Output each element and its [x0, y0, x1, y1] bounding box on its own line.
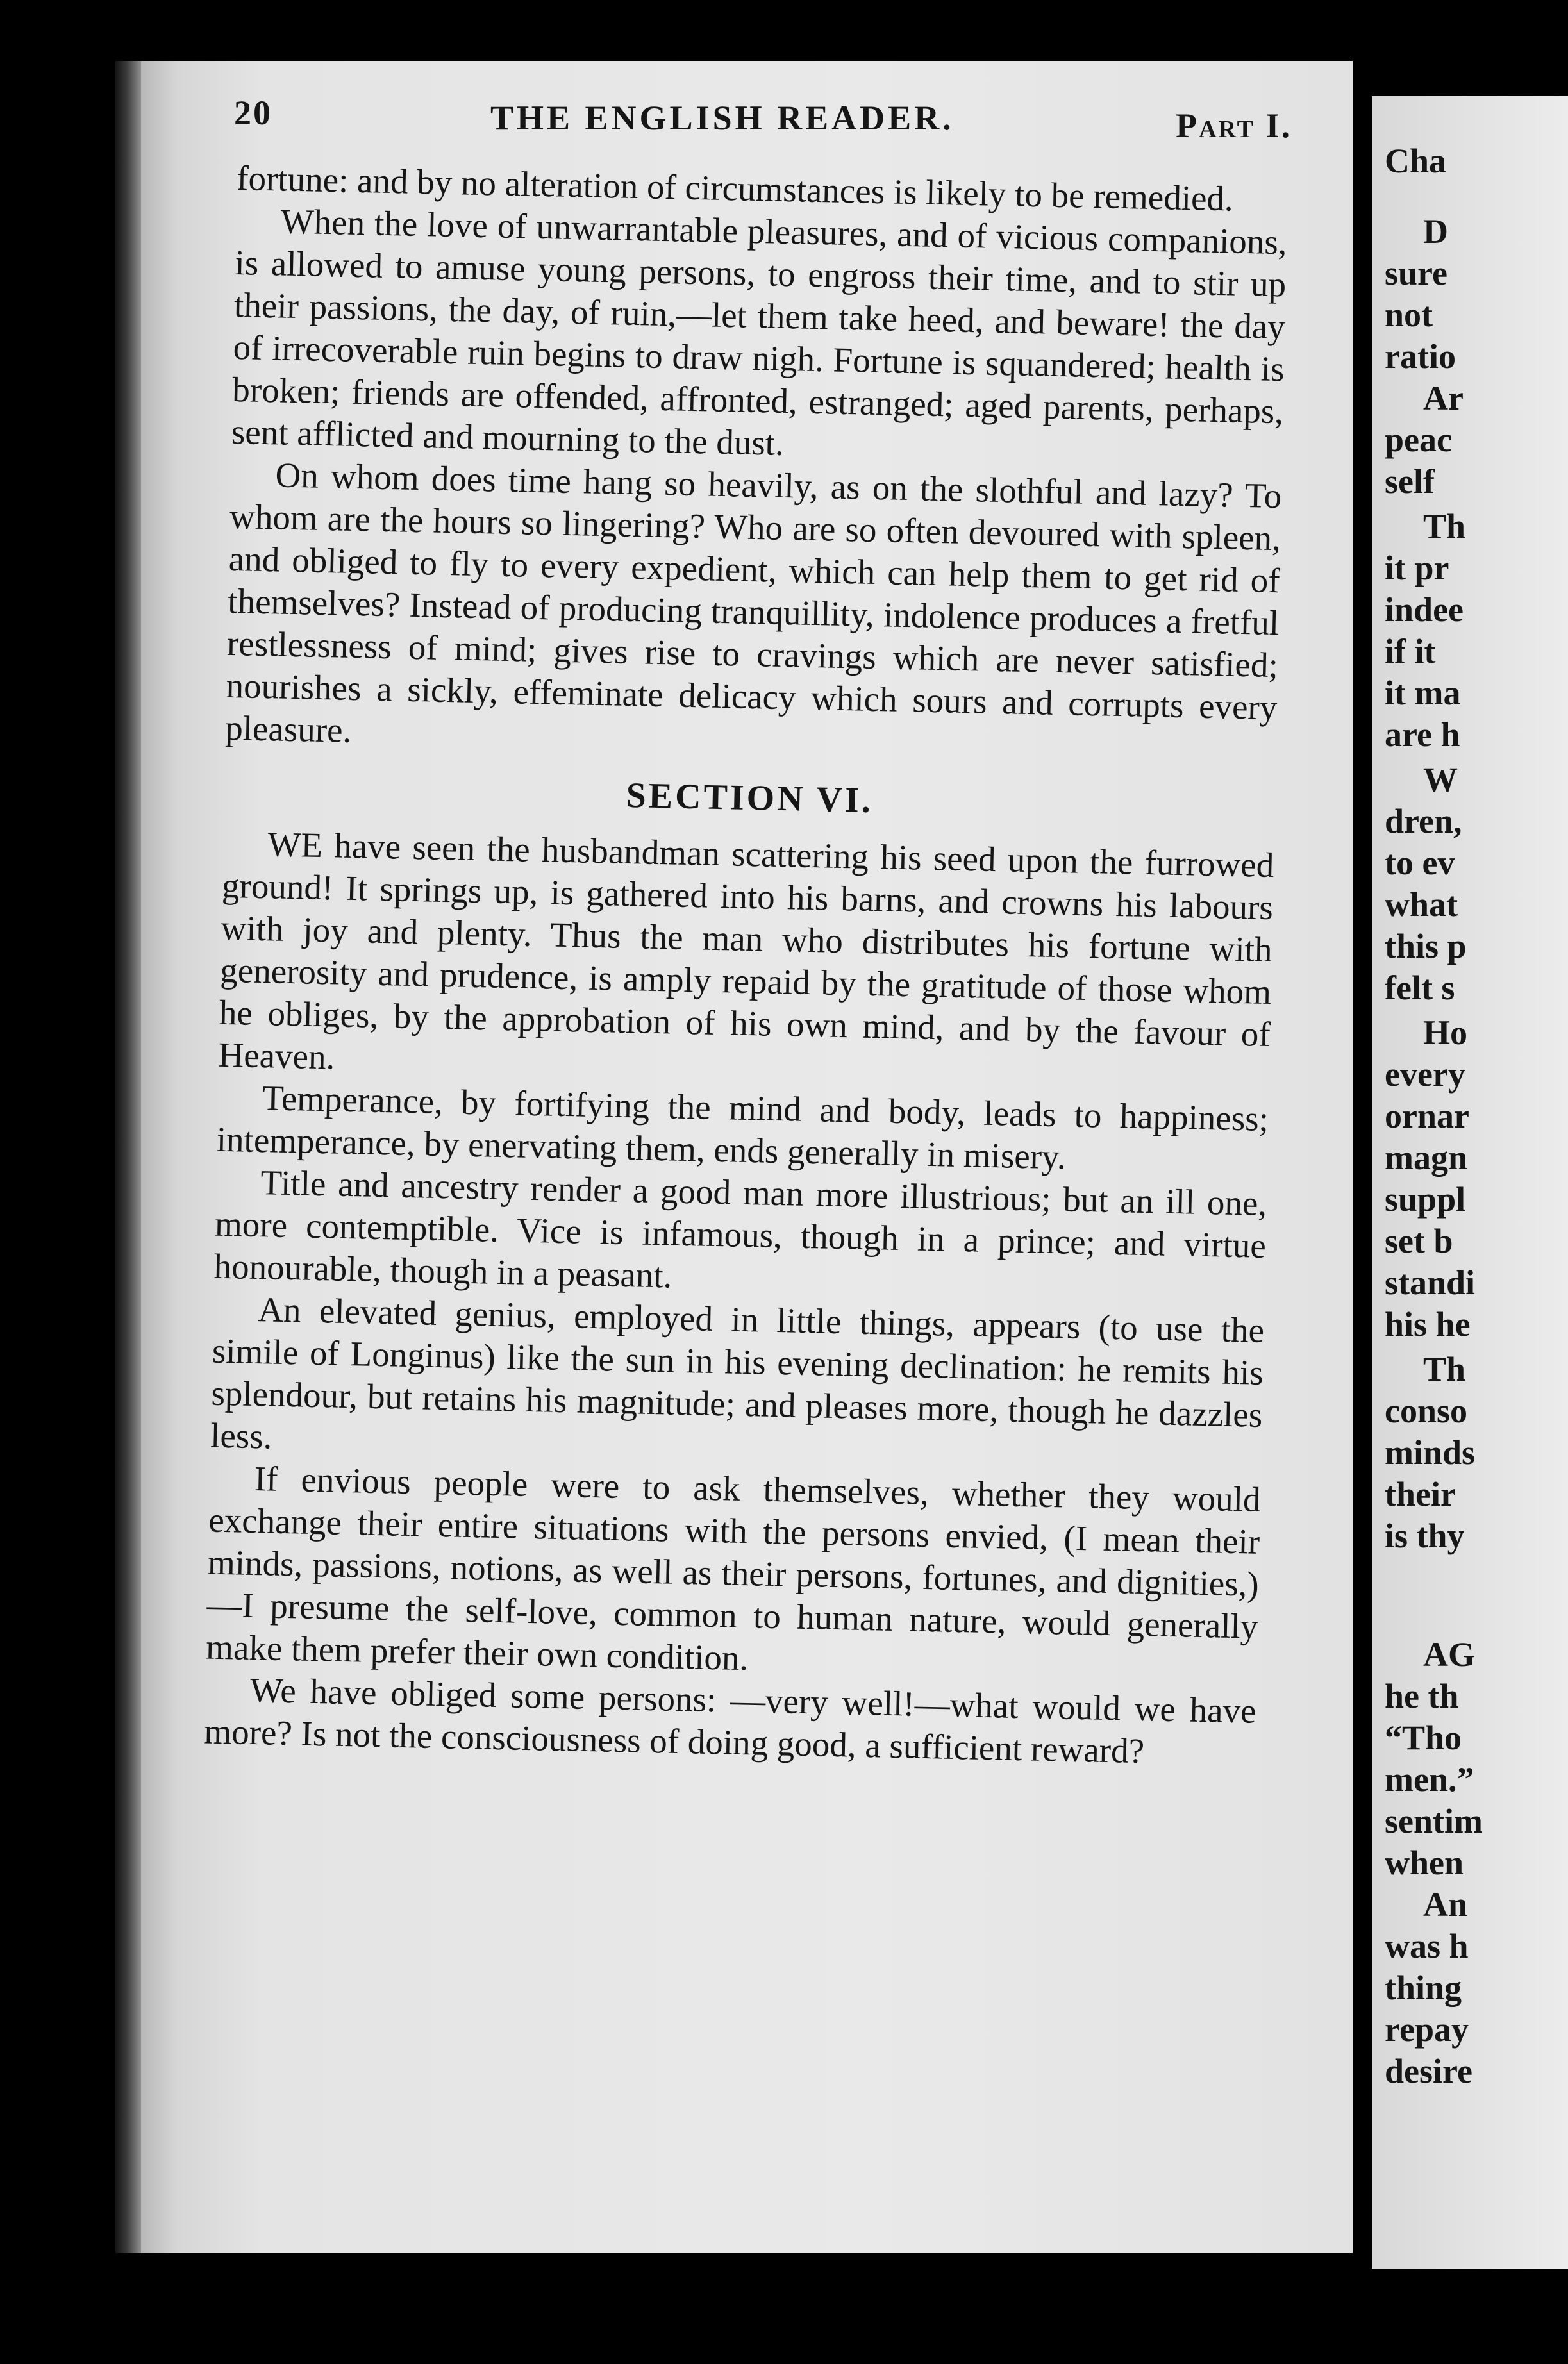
facing-page-line: repay	[1385, 2010, 1469, 2049]
facing-page-line: self	[1385, 462, 1435, 501]
facing-page-line: Th	[1423, 507, 1466, 545]
facing-page-line: Ar	[1423, 379, 1464, 417]
paragraph: WE have seen the husbandman scattering his seed upon the furrowed ground! It springs up, is gathered into his barns, and crowns his labours with joy and plenty. Thus the man who distributes his fortune with generosity and prudence, is amply repaid by the gratitude of those whom he obliges, by the approbation of his own mind, and by the favour of Heaven.	[218, 824, 1274, 1077]
section-heading: SECTION VI.	[625, 775, 874, 820]
paragraph: An elevated genius, employed in little things, appears (to use the simile of Longinus) like the sun in his evening declination: he remits his splendour, but retains his magnitude; and pleases more, though he dazzles less.	[210, 1290, 1265, 1456]
facing-page-line: to ev	[1385, 844, 1455, 882]
facing-page-line: felt s	[1385, 969, 1455, 1007]
book-page-left	[141, 61, 1353, 2253]
facing-page-line: Ho	[1423, 1013, 1468, 1052]
facing-page-line: sure	[1385, 254, 1448, 292]
paragraph: Temperance, by fortifying the mind and body, leads to happiness; intemperance, by enervating them, ends generally in misery.	[216, 1078, 1269, 1177]
facing-page-line: desire	[1385, 2052, 1472, 2090]
facing-page-line: peac	[1385, 420, 1452, 459]
facing-page-line: ornar	[1385, 1097, 1469, 1135]
facing-page-line: set b	[1385, 1222, 1453, 1260]
facing-page-line: sentim	[1385, 1802, 1483, 1840]
facing-page-line: AG	[1423, 1635, 1475, 1674]
facing-page-line: “Tho	[1385, 1719, 1462, 1757]
facing-page-line: their	[1385, 1475, 1456, 1513]
paragraph: When the love of unwarrantable pleasures, and of vicious companions, is allowed to amuse young persons, to engross their time, and to stir up their passions, the day, of ruin,—let them take heed, and beware! the day of irrecoverable ruin begins to draw nigh. Fortune is squandered; health is broken; friends are offended, affronted, estranged; aged parents, perhaps, sent afflicted and mourning to the dust.	[231, 201, 1288, 463]
facing-page-line: his he	[1385, 1305, 1471, 1344]
book-page-right	[1372, 96, 1568, 2269]
facing-page-line: magn	[1385, 1138, 1468, 1177]
paragraph: fortune: and by no alteration of circumstances is likely to be remedied.	[236, 158, 1234, 219]
facing-page-line: what	[1385, 885, 1458, 924]
facing-page-line: conso	[1385, 1392, 1468, 1430]
facing-page-line: every	[1385, 1055, 1465, 1094]
paragraph: If envious people were to ask themselves, whether they would exchange their entire situations with the persons envied, (I mean their minds, passions, notions, as well as their persons, fortunes, and dignities,)—I presume the self-love, common to human nature, would generally make them prefer their own condition.	[205, 1459, 1262, 1678]
facing-page-line: is thy	[1385, 1517, 1465, 1555]
facing-page-line: it pr	[1385, 549, 1449, 587]
facing-page-line: Th	[1423, 1350, 1466, 1388]
facing-page-line: it ma	[1385, 674, 1461, 712]
facing-page-line: this p	[1385, 927, 1467, 965]
page-gutter	[1353, 0, 1372, 2364]
facing-page-line: when	[1385, 1844, 1464, 1882]
facing-page-line: minds	[1385, 1433, 1476, 1472]
facing-page-line: D	[1423, 212, 1448, 251]
facing-page-line: dren,	[1385, 802, 1462, 840]
facing-page-line: Cha	[1385, 142, 1447, 180]
facing-page-line: standi	[1385, 1263, 1476, 1302]
facing-page-line: not	[1385, 296, 1433, 334]
facing-page-line: are h	[1385, 715, 1460, 754]
part-label: Part I.	[1176, 106, 1292, 145]
book-title: THE ENGLISH READER.	[490, 99, 955, 137]
paragraph: On whom does time hang so heavily, as on the slothful and lazy? To whom are the hours so lingering? Who are so often devoured with spleen, and obliged to fly to every expedient, which can help them to get rid of themselves? Instead of producing tranquillity, indolence produces a fretful restlessness of mind; gives rise to cravings which are never satisfied; nourishes a sickly, effeminate delicacy which sours and corrupts every pleasure.	[224, 455, 1282, 750]
facing-page-line: suppl	[1385, 1180, 1466, 1219]
facing-page-line: W	[1423, 760, 1458, 799]
facing-page-line: was h	[1385, 1927, 1469, 1965]
facing-page-line: ratio	[1385, 337, 1456, 376]
paragraph: Title and ancestry render a good man more illustrious; but an ill one, more contemptible. Vice is infamous, though in a prince; and virtue honourable, though in a peasant.	[213, 1163, 1267, 1295]
paragraph: We have obliged some persons: —very well!—what would we have more? Is not the consciousness of doing good, a sufficient reward?	[203, 1670, 1257, 1771]
running-head	[234, 87, 1292, 144]
facing-page-line: he th	[1385, 1677, 1459, 1715]
facing-page-line: indee	[1385, 590, 1464, 629]
facing-page-line: An	[1423, 1885, 1468, 1924]
body-text	[204, 157, 1289, 1775]
page-number: 20	[234, 94, 272, 132]
facing-page-line: if it	[1385, 632, 1436, 670]
facing-page-line: thing	[1385, 1969, 1462, 2007]
facing-page-line: men.”	[1385, 1760, 1474, 1799]
